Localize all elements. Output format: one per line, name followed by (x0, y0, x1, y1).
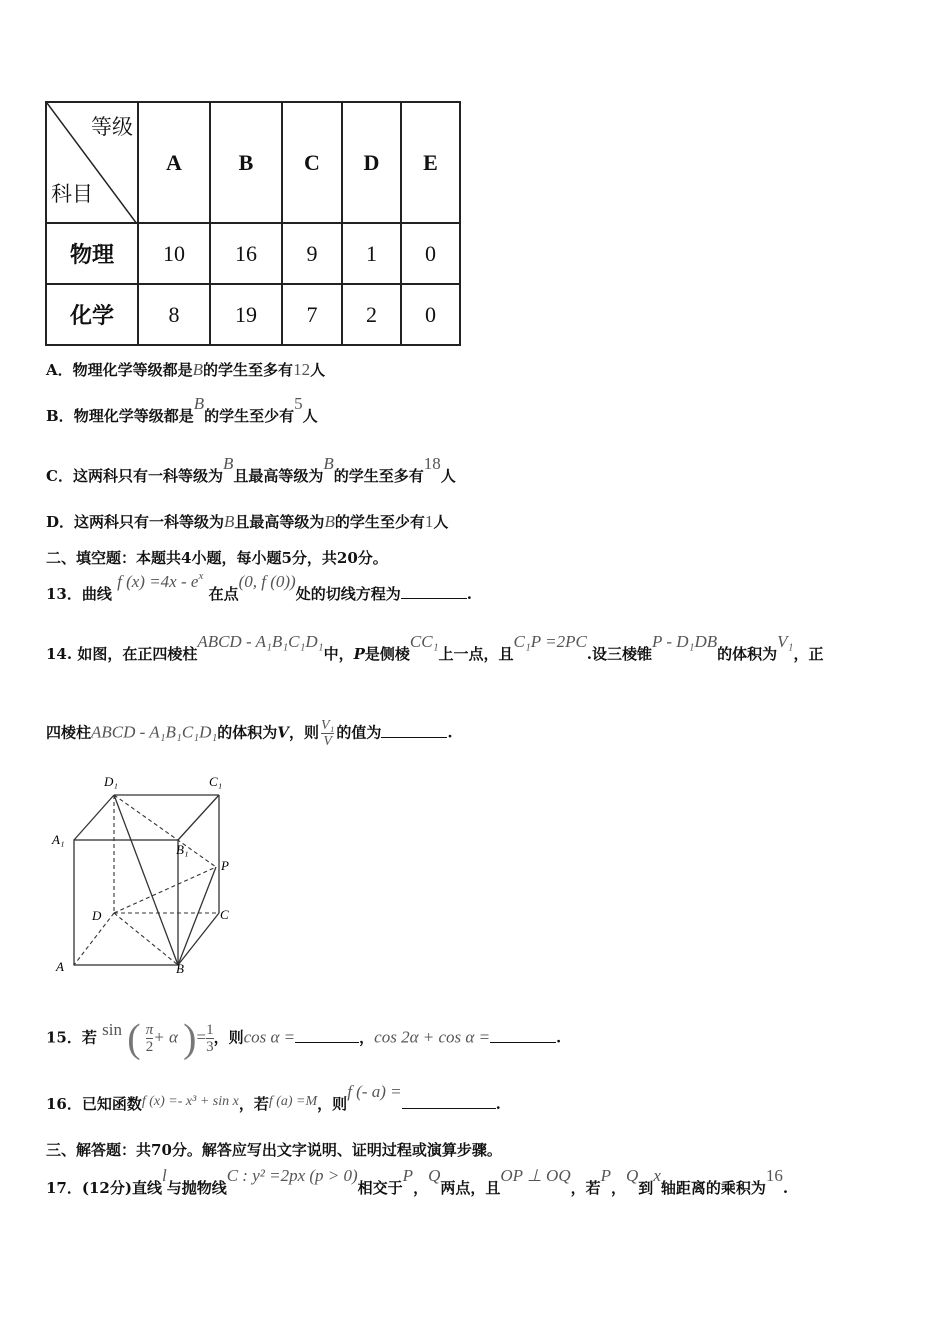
answer-blank[interactable] (402, 1094, 496, 1109)
math: 3 (206, 1039, 214, 1055)
corner-bottom-label: 科目 (51, 182, 93, 206)
question-text: 中， (323, 645, 354, 663)
corner-top-label: 等级 (91, 115, 133, 139)
corner-cell (46, 102, 138, 223)
table-cell: 1 (342, 223, 401, 284)
math: f (x) =- x³ + sin x (141, 1094, 239, 1109)
option-b (46, 394, 318, 426)
option-text: 人 (302, 407, 318, 425)
edge (74, 795, 114, 840)
math: cos α = (243, 1027, 296, 1047)
answer-blank[interactable] (295, 1028, 359, 1043)
math: π (145, 1022, 154, 1038)
option-label: D． (46, 513, 75, 531)
math: ABCD - A₁B₁C₁D₁ (197, 632, 324, 651)
question-text: 是侧棱 (364, 645, 410, 663)
table-cell: 0 (401, 284, 460, 345)
question-17 (46, 1166, 789, 1198)
math: Q (626, 1166, 639, 1185)
question-text: 在点 (208, 585, 239, 603)
table-cell: 9 (282, 223, 342, 284)
question-text: 两点，且 (440, 1179, 501, 1197)
math: V (323, 734, 332, 749)
question-text: 的体积为 (217, 723, 278, 742)
math: CC₁ (409, 632, 439, 651)
math: P (402, 1166, 414, 1185)
math: l (161, 1166, 167, 1185)
option-label: C． (46, 467, 73, 485)
col-header: D (342, 102, 401, 223)
math: x (653, 1166, 661, 1185)
math: P (353, 645, 365, 663)
option-text: 的学生至少有 (204, 407, 295, 425)
row-subject: 物理 (46, 223, 138, 284)
table-cell: 2 (342, 284, 401, 345)
answer-blank[interactable] (381, 723, 447, 738)
question-text: 轴距离的乘积为 (660, 1179, 766, 1197)
option-text: 这两科只有一科等级为 (74, 513, 225, 531)
label-P: P (221, 858, 229, 873)
table-cell: 7 (282, 284, 342, 345)
question-text: 的值为 (336, 723, 382, 742)
math: x (198, 570, 204, 582)
col-header: B (210, 102, 282, 223)
math: 1 (424, 512, 434, 531)
question-14 (46, 632, 824, 664)
question-number: 14. 如图，在正四棱柱 (46, 645, 198, 663)
table-cell: 0 (401, 223, 460, 284)
question-text: . (447, 723, 453, 742)
math: cos 2α + cos α = (374, 1027, 491, 1047)
math: B (323, 454, 334, 473)
math: Q (428, 1166, 441, 1185)
question-text: 上一点，且 (438, 645, 514, 663)
question-text: 与抛物线 (166, 1179, 227, 1197)
label-C1: C₁ (209, 774, 223, 789)
question-text: .设三棱锥 (586, 645, 653, 663)
option-text: 人 (433, 513, 449, 531)
math: 18 (423, 454, 441, 473)
question-number: 15．若 (46, 1028, 97, 1047)
math: 16 (765, 1166, 783, 1185)
math: 5 (294, 394, 303, 413)
table-row (46, 284, 460, 345)
grade-table (45, 101, 461, 346)
question-text: . (466, 585, 472, 603)
question-15 (46, 1015, 562, 1061)
hidden-edge (114, 795, 216, 867)
edge (178, 913, 219, 965)
question-text: 四棱柱 (46, 723, 92, 742)
math: B (324, 512, 335, 531)
edge (178, 867, 216, 965)
section-heading: 三、解答题：共70分。解答应写出文字说明、证明过程或演算步骤。 (46, 1141, 502, 1159)
question-text: 到 (638, 1179, 654, 1197)
math: (0, f (0)) (238, 572, 296, 591)
option-c (46, 454, 456, 486)
label-D1: D₁ (104, 774, 118, 789)
question-14-cont (46, 718, 453, 749)
option-text: 物理化学等级都是 (72, 361, 193, 379)
math: 12 (293, 360, 311, 379)
math: = (196, 1027, 207, 1047)
fraction (206, 1022, 214, 1055)
question-text: ，则 (317, 1095, 348, 1113)
question-text: 相交于 (357, 1179, 403, 1197)
option-text: 人 (310, 361, 326, 379)
question-number: 17．(12分)直线 (46, 1179, 162, 1197)
option-text: 的学生至少有 (334, 513, 425, 531)
math: V₁ (320, 718, 335, 733)
question-text: ， (611, 1179, 627, 1197)
math: sin (102, 1019, 122, 1039)
edge (114, 795, 178, 965)
col-header: C (282, 102, 342, 223)
math: V (277, 723, 289, 742)
option-text: 且最高等级为 (234, 513, 325, 531)
table-cell: 16 (210, 223, 282, 284)
math: + α (153, 1027, 178, 1047)
label-A1: A₁ (52, 832, 65, 847)
row-subject: 化学 (46, 284, 138, 345)
col-header: A (138, 102, 210, 223)
question-number: 16．已知函数 (46, 1095, 142, 1113)
question-16 (46, 1082, 501, 1116)
section-heading: 二、填空题：本题共4小题，每小题5分，共20分。 (46, 549, 388, 567)
option-text: 的学生至多有 (203, 361, 294, 379)
option-text: 人 (440, 467, 456, 485)
label-B: B (176, 961, 184, 976)
question-text: ，正 (793, 645, 824, 663)
option-d (46, 512, 448, 532)
option-a (46, 360, 325, 380)
math: P (600, 1166, 611, 1185)
question-text: ，若 (570, 1179, 601, 1197)
math: 2 (145, 1039, 154, 1055)
math: f (x) =4x - e (117, 572, 199, 591)
math: ABCD - A₁B₁C₁D₁ (91, 722, 218, 742)
paren-open: ( (127, 1015, 141, 1061)
label-C: C (220, 907, 229, 922)
math: V₁ (777, 632, 794, 651)
math: B (193, 394, 205, 413)
question-text: . (556, 1028, 562, 1047)
question-text: ，则 (213, 1028, 244, 1047)
label-B1: B₁ (176, 842, 189, 857)
math: 1 (206, 1022, 214, 1038)
answer-blank[interactable] (401, 584, 467, 599)
fraction (321, 718, 334, 749)
question-text: ，则 (288, 723, 319, 742)
label-A: A (56, 959, 64, 974)
table-row (46, 223, 460, 284)
question-number: 13．曲线 (46, 585, 112, 603)
table-cell: 8 (138, 284, 210, 345)
math: f (- a) = (347, 1082, 402, 1101)
edge (178, 795, 219, 840)
option-text: 这两科只有一科等级为 (72, 467, 223, 485)
option-text: 且最高等级为 (233, 467, 324, 485)
label-D: D (92, 908, 102, 923)
math: C : y² =2px (p > 0) (226, 1166, 358, 1185)
math: C₁P =2PC (513, 632, 587, 651)
question-text: ， (359, 1028, 375, 1047)
col-header: E (401, 102, 460, 223)
math: P - D₁DB (652, 632, 718, 651)
option-text: 物理化学等级都是 (73, 407, 194, 425)
table-cell: 19 (210, 284, 282, 345)
option-label: A． (46, 361, 73, 379)
question-text: ， (413, 1179, 429, 1197)
option-label: B． (46, 407, 74, 425)
question-13 (46, 570, 472, 606)
math: B (222, 454, 234, 473)
prism-figure (46, 768, 246, 976)
question-text: 处的切线方程为 (295, 585, 401, 603)
question-text: 的体积为 (717, 645, 778, 663)
question-text: . (782, 1179, 789, 1197)
math: B (224, 512, 235, 531)
math: f (a) =M (268, 1094, 318, 1109)
option-text: 的学生至多有 (333, 467, 424, 485)
math: OP ⊥ OQ (500, 1166, 571, 1185)
table-cell: 10 (138, 223, 210, 284)
question-text: . (495, 1095, 501, 1113)
front-face (74, 840, 178, 965)
question-text: ，若 (238, 1095, 269, 1113)
math: B (192, 360, 204, 379)
answer-blank[interactable] (490, 1028, 556, 1043)
paren-close: ) (183, 1015, 197, 1061)
